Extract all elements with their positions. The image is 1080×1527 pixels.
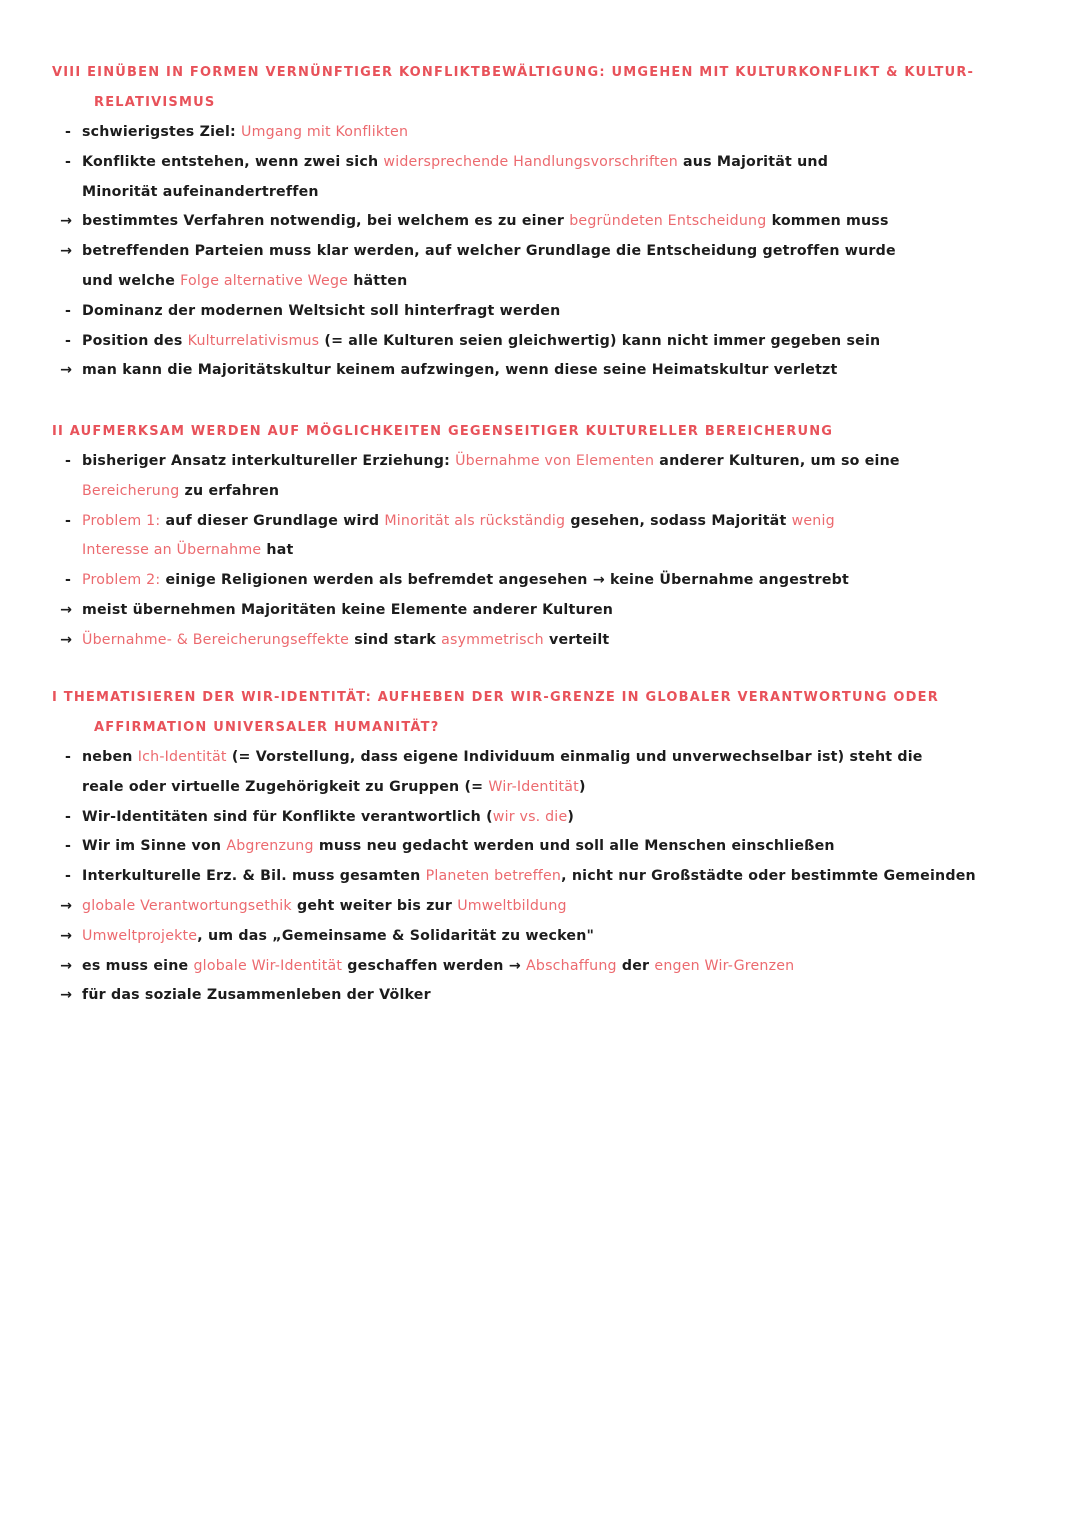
note-text: Dominanz der modernen Weltsicht soll hinterfragt werden bbox=[82, 302, 561, 319]
note-text: bestimmtes Verfahren notwendig, bei welchem es zu einer bbox=[82, 213, 570, 230]
section-heading bbox=[52, 417, 1012, 447]
note-line bbox=[52, 626, 1012, 656]
note-text: auf dieser Grundlage wird bbox=[160, 512, 385, 529]
highlighted-term: Abschaffung bbox=[525, 957, 617, 974]
highlighted-term: widersprechende Handlungsvorschriften bbox=[383, 153, 678, 170]
note-text: Wir im Sinne von bbox=[82, 838, 227, 855]
note-line bbox=[52, 952, 1012, 982]
note-text: sind stark bbox=[349, 631, 442, 648]
section-ii bbox=[52, 417, 1012, 656]
highlighted-term: Bereicherung bbox=[82, 482, 180, 499]
arrow-marker: → bbox=[59, 957, 73, 974]
section-i bbox=[52, 683, 1012, 1011]
section-viii bbox=[52, 58, 1012, 386]
note-line bbox=[52, 148, 1012, 178]
note-text: kommen muss bbox=[766, 213, 889, 230]
note-text: ) bbox=[567, 808, 575, 825]
note-text: hätten bbox=[348, 272, 408, 289]
highlighted-term: Umweltbildung bbox=[457, 897, 567, 914]
note-text: gesehen, sodass Majorität bbox=[565, 512, 792, 529]
note-text: es muss eine bbox=[82, 957, 194, 974]
note-line bbox=[52, 507, 1012, 537]
note-text: ) bbox=[578, 778, 586, 795]
highlighted-term: wenig bbox=[791, 512, 835, 529]
bullet-dash: - bbox=[64, 124, 72, 140]
highlighted-term: Umgang mit Konflikten bbox=[241, 124, 409, 140]
arrow-marker: → bbox=[59, 897, 73, 914]
note-text: der bbox=[616, 957, 655, 974]
note-text: Konflikte entstehen, wenn zwei sich bbox=[82, 153, 384, 170]
highlighted-term: engen Wir-Grenzen bbox=[654, 957, 795, 974]
highlighted-term: Minorität als rückständig bbox=[384, 512, 566, 529]
heading-line: AFFIRMATION UNIVERSALER HUMANITÄT? bbox=[94, 720, 440, 735]
highlighted-term: Planeten betreffen bbox=[425, 868, 562, 885]
note-text: betreffenden Parteien muss klar werden, auf welcher Grundlage die Entscheidung getroffen wurde bbox=[82, 243, 896, 260]
note-line bbox=[52, 477, 1012, 507]
heading-line: RELATIVISMUS bbox=[94, 95, 216, 110]
note-text: hat bbox=[261, 542, 294, 559]
note-line bbox=[52, 207, 1012, 237]
bullet-dash: - bbox=[64, 808, 72, 825]
note-line bbox=[52, 922, 1012, 952]
note-text: (= alle Kulturen seien gleichwertig) kann nicht immer gegeben sein bbox=[319, 332, 881, 349]
note-text: (= Vorstellung, dass eigene Individuum einmalig und unverwechselbar ist) steht die bbox=[226, 749, 923, 765]
note-line bbox=[52, 981, 1012, 1011]
note-line bbox=[52, 267, 1012, 297]
bullet-dash: - bbox=[64, 332, 72, 349]
highlighted-term: Umweltprojekte bbox=[82, 927, 198, 944]
note-line bbox=[52, 356, 1012, 386]
note-text: anderer Kulturen, um so eine bbox=[654, 453, 900, 469]
note-line bbox=[52, 297, 1012, 327]
bullet-dash: - bbox=[64, 572, 72, 589]
bullet-dash: - bbox=[64, 512, 72, 529]
heading-line: I THEMATISIEREN DER WIR-IDENTITÄT: AUFHEBEN DER WIR-GRENZE IN GLOBALER VERANTWORTUNG ODER bbox=[52, 690, 939, 705]
note-text: meist übernehmen Majoritäten keine Elemente anderer Kulturen bbox=[82, 601, 614, 618]
highlighted-term: Ich-Identität bbox=[137, 749, 227, 765]
note-text: geht weiter bis zur bbox=[291, 897, 458, 914]
heading-line: VIII EINÜBEN IN FORMEN VERNÜNFTIGER KONFLIKTBEWÄLTIGUNG: UMGEHEN MIT KULTURKONFLIKT & KULTUR- bbox=[52, 65, 975, 80]
heading-line: II AUFMERKSAM WERDEN AUF MÖGLICHKEITEN GEGENSEITIGER KULTURELLER BEREICHERUNG bbox=[52, 424, 834, 439]
bullet-dash: - bbox=[64, 868, 72, 885]
note-text: verteilt bbox=[543, 631, 610, 648]
highlighted-term: globale Verantwortungsethik bbox=[82, 897, 292, 914]
highlighted-term: Problem 1: bbox=[82, 512, 161, 529]
note-line bbox=[52, 773, 1012, 803]
highlighted-term: begründeten Entscheidung bbox=[569, 213, 767, 230]
note-line bbox=[52, 237, 1012, 267]
arrow-marker: → bbox=[59, 631, 73, 648]
note-text: bisheriger Ansatz interkultureller Erziehung: bbox=[82, 453, 456, 469]
bullet-dash: - bbox=[64, 453, 72, 469]
note-text: Position des bbox=[82, 332, 188, 349]
note-line bbox=[52, 566, 1012, 596]
note-text: Minorität aufeinandertreffen bbox=[82, 183, 319, 200]
arrow-marker: → bbox=[59, 213, 73, 230]
note-line bbox=[52, 447, 1012, 477]
highlighted-term: Problem 2: bbox=[82, 572, 161, 589]
note-line bbox=[52, 832, 1012, 862]
note-line bbox=[52, 327, 1012, 357]
highlighted-term: Kulturrelativismus bbox=[187, 332, 320, 349]
section-heading bbox=[52, 683, 1012, 743]
note-text: und welche bbox=[82, 272, 181, 289]
note-line bbox=[52, 803, 1012, 833]
note-line bbox=[52, 536, 1012, 566]
note-text: aus Majorität und bbox=[677, 153, 829, 170]
arrow-marker: → bbox=[59, 362, 73, 379]
note-text: , nicht nur Großstädte oder bestimmte Gemeinden bbox=[561, 868, 976, 885]
note-text: man kann die Majoritätskultur keinem aufzwingen, wenn diese seine Heimatskultur verletzt bbox=[82, 362, 838, 379]
arrow-marker: → bbox=[59, 987, 73, 1004]
highlighted-term: asymmetrisch bbox=[441, 631, 544, 648]
note-text: zu erfahren bbox=[179, 482, 280, 499]
bullet-dash: - bbox=[64, 302, 72, 319]
note-text: , um das „Gemeinsame & Solidarität zu wecken" bbox=[197, 927, 595, 944]
highlighted-term: wir vs. die bbox=[492, 808, 568, 825]
note-text: für das soziale Zusammenleben der Völker bbox=[82, 987, 431, 1004]
highlighted-term: Übernahme- & Bereicherungseffekte bbox=[82, 631, 350, 648]
bullet-dash: - bbox=[64, 153, 72, 170]
note-text: muss neu gedacht werden und soll alle Menschen einschließen bbox=[313, 838, 835, 855]
note-text: neben bbox=[82, 749, 138, 765]
highlighted-term: Wir-Identität bbox=[488, 778, 579, 795]
arrow-marker: → bbox=[59, 243, 73, 260]
note-text: Interkulturelle Erz. & Bil. muss gesamten bbox=[82, 868, 426, 885]
note-text: einige Religionen werden als befremdet angesehen → keine Übernahme angestrebt bbox=[160, 572, 850, 589]
note-line bbox=[52, 862, 1012, 892]
note-line bbox=[52, 596, 1012, 626]
highlighted-term: Interesse an Übernahme bbox=[82, 542, 262, 559]
arrow-marker: → bbox=[59, 601, 73, 618]
bullet-dash: - bbox=[64, 749, 72, 765]
note-line bbox=[52, 178, 1012, 208]
bullet-dash: - bbox=[64, 838, 72, 855]
note-text: geschaffen werden → bbox=[342, 957, 526, 974]
note-line bbox=[52, 892, 1012, 922]
highlighted-term: Übernahme von Elementen bbox=[455, 453, 655, 469]
note-text: schwierigstes Ziel: bbox=[82, 124, 242, 140]
highlighted-term: Abgrenzung bbox=[226, 838, 314, 855]
highlighted-term: globale Wir-Identität bbox=[193, 957, 343, 974]
section-heading bbox=[52, 58, 1012, 118]
note-text: reale oder virtuelle Zugehörigkeit zu Gruppen (= bbox=[82, 778, 489, 795]
arrow-marker: → bbox=[59, 927, 73, 944]
highlighted-term: Folge alternative Wege bbox=[180, 272, 349, 289]
note-line bbox=[52, 118, 1012, 148]
note-text: Wir-Identitäten sind für Konflikte verantwortlich ( bbox=[82, 808, 493, 825]
note-line bbox=[52, 743, 1012, 773]
